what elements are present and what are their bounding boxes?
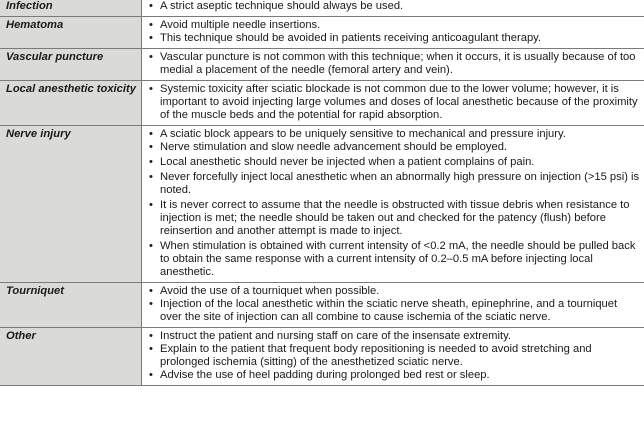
list-item: • This technique should be avoided in patients receiving anticoagulant therapy. (149, 32, 641, 45)
table-row (0, 0, 644, 17)
row-label-other: Other (0, 328, 142, 386)
row-content (142, 81, 644, 126)
list-item: • Instruct the patient and nursing staff on care of the insensate extremity. (149, 330, 641, 343)
row-label-vascular-puncture: Vascular puncture (0, 49, 142, 81)
list-item: • Advise the use of heel padding during prolonged bed rest or sleep. (149, 369, 641, 382)
list-item: • It is never correct to assume that the needle is obstructed with tissue debris when resistance to injection is met; the needle should be taken out and checked for the patency (flush) before reinsertion and another attempt is made to inject. (149, 199, 641, 238)
list-item: • Local anesthetic should never be injected when a patient complains of pain. (149, 156, 641, 169)
table-row (0, 328, 644, 386)
row-label-local-anesthetic-toxicity: Local anesthetic toxicity (0, 81, 142, 126)
list-item: • Systemic toxicity after sciatic blockade is not common due to the lower volume; however, it is important to avoid injecting large volumes and doses of local anesthetic because of the proximity of the muscle beds and the potential for rapid absorption. (149, 83, 641, 122)
row-content (142, 283, 644, 328)
table-row (0, 17, 644, 49)
table-row (0, 283, 644, 328)
table-row (0, 81, 644, 126)
row-content (142, 126, 644, 283)
list-item: • Avoid the use of a tourniquet when possible. (149, 285, 641, 298)
list-item: • Explain to the patient that frequent body repositioning is needed to avoid stretching and prolonged ischemia (sitting) of the anesthetized sciatic nerve. (149, 343, 641, 369)
list-item: • Nerve stimulation and slow needle advancement should be employed. (149, 141, 641, 154)
row-content (142, 328, 644, 386)
list-item: • A strict aseptic technique should always be used. (149, 0, 641, 13)
row-content (142, 49, 644, 81)
list-item: • Never forcefully inject local anesthetic when an abnormally high pressure on injection (>15 psi) is noted. (149, 171, 641, 197)
list-item: • A sciatic block appears to be uniquely sensitive to mechanical and pressure injury. (149, 128, 641, 141)
table-row (0, 49, 644, 81)
list-item: • Injection of the local anesthetic within the sciatic nerve sheath, epinephrine, and a tourniquet over the site of injection can all combine to cause ischemia of the sciatic nerve. (149, 298, 641, 324)
row-content (142, 0, 644, 17)
list-item: • Avoid multiple needle insertions. (149, 19, 641, 32)
row-label-tourniquet: Tourniquet (0, 283, 142, 328)
list-item: • When stimulation is obtained with current intensity of <0.2 mA, the needle should be pulled back to obtain the same response with a current intensity of 0.2–0.5 mA before injecting local anesthetic. (149, 240, 641, 279)
row-label-hematoma: Hematoma (0, 17, 142, 49)
row-label-nerve-injury: Nerve injury (0, 126, 142, 283)
row-label-infection: Infection (0, 0, 142, 17)
row-content (142, 17, 644, 49)
table-row (0, 126, 644, 283)
list-item: • Vascular puncture is not common with this technique; when it occurs, it is usually because of too medial a placement of the needle (femoral artery and vein). (149, 51, 641, 77)
